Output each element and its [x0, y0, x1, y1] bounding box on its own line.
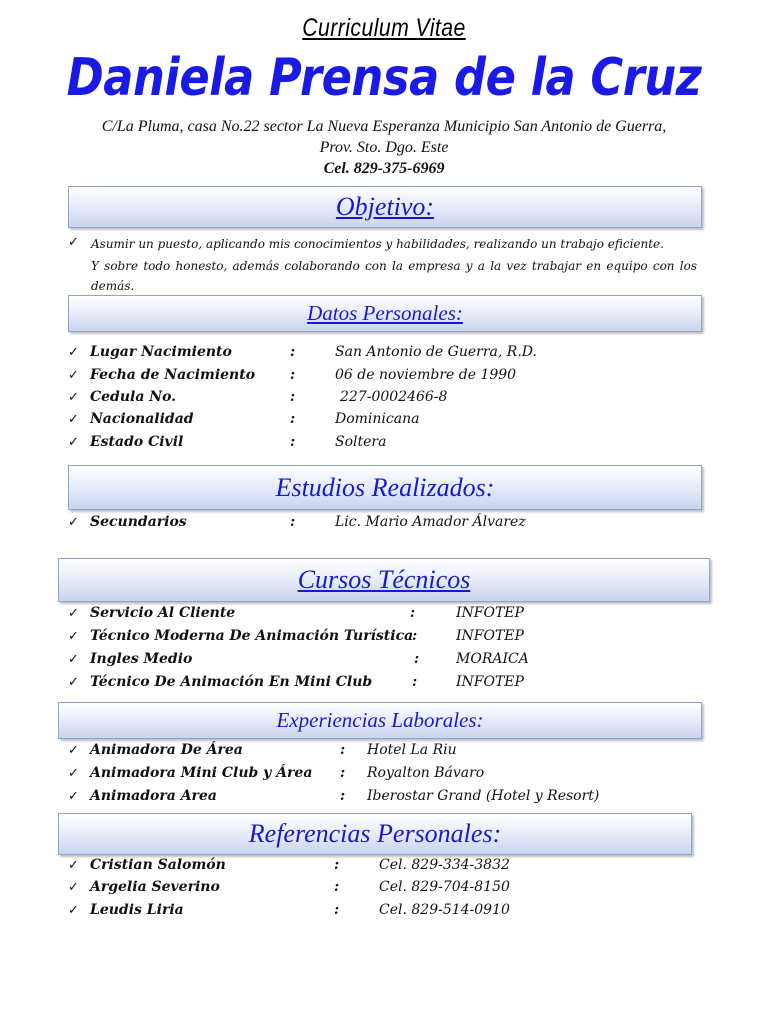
referencias-title: Referencias Personales: [248, 819, 502, 848]
check-icon: ✓ [68, 629, 79, 644]
experiencias-label: Animadora Area [90, 788, 217, 804]
cursos-header [58, 558, 710, 602]
check-icon: ✓ [68, 652, 79, 667]
cursos-label: Ingles Medio [90, 651, 193, 667]
colon: : [290, 411, 296, 427]
check-icon: ✓ [68, 515, 79, 530]
objetivo-title: Objetivo: [335, 192, 435, 221]
datos-label: Nacionalidad [90, 411, 194, 427]
experiencias-value: Iberostar Grand (Hotel y Resort) [367, 788, 600, 804]
check-icon: ✓ [68, 235, 79, 250]
check-icon: ✓ [68, 880, 79, 895]
objetivo-line-3: demás. [91, 279, 135, 293]
datos-label: Lugar Nacimiento [90, 344, 232, 360]
objetivo-line-2: Y sobre todo honesto, además colaborando con la empresa y a la vez trabajar en equipo con los [91, 259, 697, 273]
referencias-label: Cristian Salomón [90, 857, 226, 873]
colon: : [410, 605, 416, 621]
datos-value: San Antonio de Guerra, R.D. [335, 344, 537, 360]
check-icon: ✓ [68, 606, 79, 621]
cursos-value: MORAICA [456, 651, 529, 667]
phone-number: Cel. 829-375-6969 [323, 160, 445, 177]
referencias-value: Cel. 829-704-8150 [379, 879, 510, 895]
check-icon: ✓ [68, 789, 79, 804]
document-title: Curriculum Vitae [302, 14, 466, 42]
referencias-label: Argelia Severino [90, 879, 220, 895]
estudios-value: Lic. Mario Amador Álvarez [335, 514, 526, 530]
experiencias-title: Experiencias Laborales: [276, 708, 484, 732]
check-icon: ✓ [68, 743, 79, 758]
colon: : [340, 788, 346, 804]
datos-label: Estado Civil [90, 434, 184, 450]
check-icon: ✓ [68, 675, 79, 690]
cursos-label: Técnico Moderna De Animación Turística [90, 628, 414, 644]
colon: : [290, 389, 296, 405]
experiencias-label: Animadora De Área [90, 742, 243, 758]
colon: : [412, 628, 418, 644]
check-icon: ✓ [68, 903, 79, 918]
colon: : [334, 902, 340, 918]
datos-label: Cedula No. [90, 389, 177, 405]
check-icon: ✓ [68, 766, 79, 781]
colon: : [414, 651, 420, 667]
referencias-value: Cel. 829-334-3832 [379, 857, 510, 873]
colon: : [334, 879, 340, 895]
check-icon: ✓ [68, 368, 79, 383]
estudios-header [68, 465, 702, 510]
colon: : [334, 857, 340, 873]
colon: : [290, 344, 296, 360]
estudios-label: Secundarios [90, 514, 187, 530]
datos-value: Soltera [335, 434, 387, 450]
colon: : [290, 514, 296, 530]
check-icon: ✓ [68, 412, 79, 427]
cursos-value: INFOTEP [456, 674, 524, 690]
check-icon: ✓ [68, 858, 79, 873]
experiencias-label: Animadora Mini Club y Área [90, 765, 313, 781]
cursos-label: Servicio Al Cliente [90, 605, 236, 621]
colon: : [290, 434, 296, 450]
address-line-1: C/La Pluma, casa No.22 sector La Nueva Esperanza Municipio San Antonio de Guerra, [101, 118, 667, 135]
cursos-label: Técnico De Animación En Mini Club [90, 674, 373, 690]
referencias-label: Leudis Liria [90, 902, 184, 918]
estudios-title: Estudios Realizados: [275, 473, 495, 502]
address-line-2: Prov. Sto. Dgo. Este [319, 139, 449, 156]
check-icon: ✓ [68, 390, 79, 405]
cursos-value: INFOTEP [456, 628, 524, 644]
colon: : [412, 674, 418, 690]
objetivo-header [68, 186, 702, 228]
cursos-value: INFOTEP [456, 605, 524, 621]
datos-title: Datos Personales: [307, 301, 463, 325]
check-icon: ✓ [68, 345, 79, 360]
datos-value: 06 de noviembre de 1990 [335, 367, 517, 383]
referencias-value: Cel. 829-514-0910 [379, 902, 510, 918]
cursos-title: Cursos Técnicos [297, 565, 471, 594]
colon: : [340, 742, 346, 758]
datos-value: Dominicana [335, 411, 420, 427]
referencias-header [58, 813, 692, 855]
colon: : [340, 765, 346, 781]
experiencias-value: Hotel La Riu [367, 742, 457, 758]
datos-value: 227-0002466-8 [340, 389, 448, 405]
datos-header [68, 295, 702, 332]
check-icon: ✓ [68, 435, 79, 450]
experiencias-value: Royalton Bávaro [367, 765, 485, 781]
experiencias-header [58, 702, 702, 739]
objetivo-line-1: Asumir un puesto, aplicando mis conocimientos y habilidades, realizando un trabajo eficiente. [91, 237, 664, 251]
datos-label: Fecha de Nacimiento [90, 367, 256, 383]
candidate-name: Daniela Prensa de la Cruz [66, 48, 702, 108]
colon: : [290, 367, 296, 383]
